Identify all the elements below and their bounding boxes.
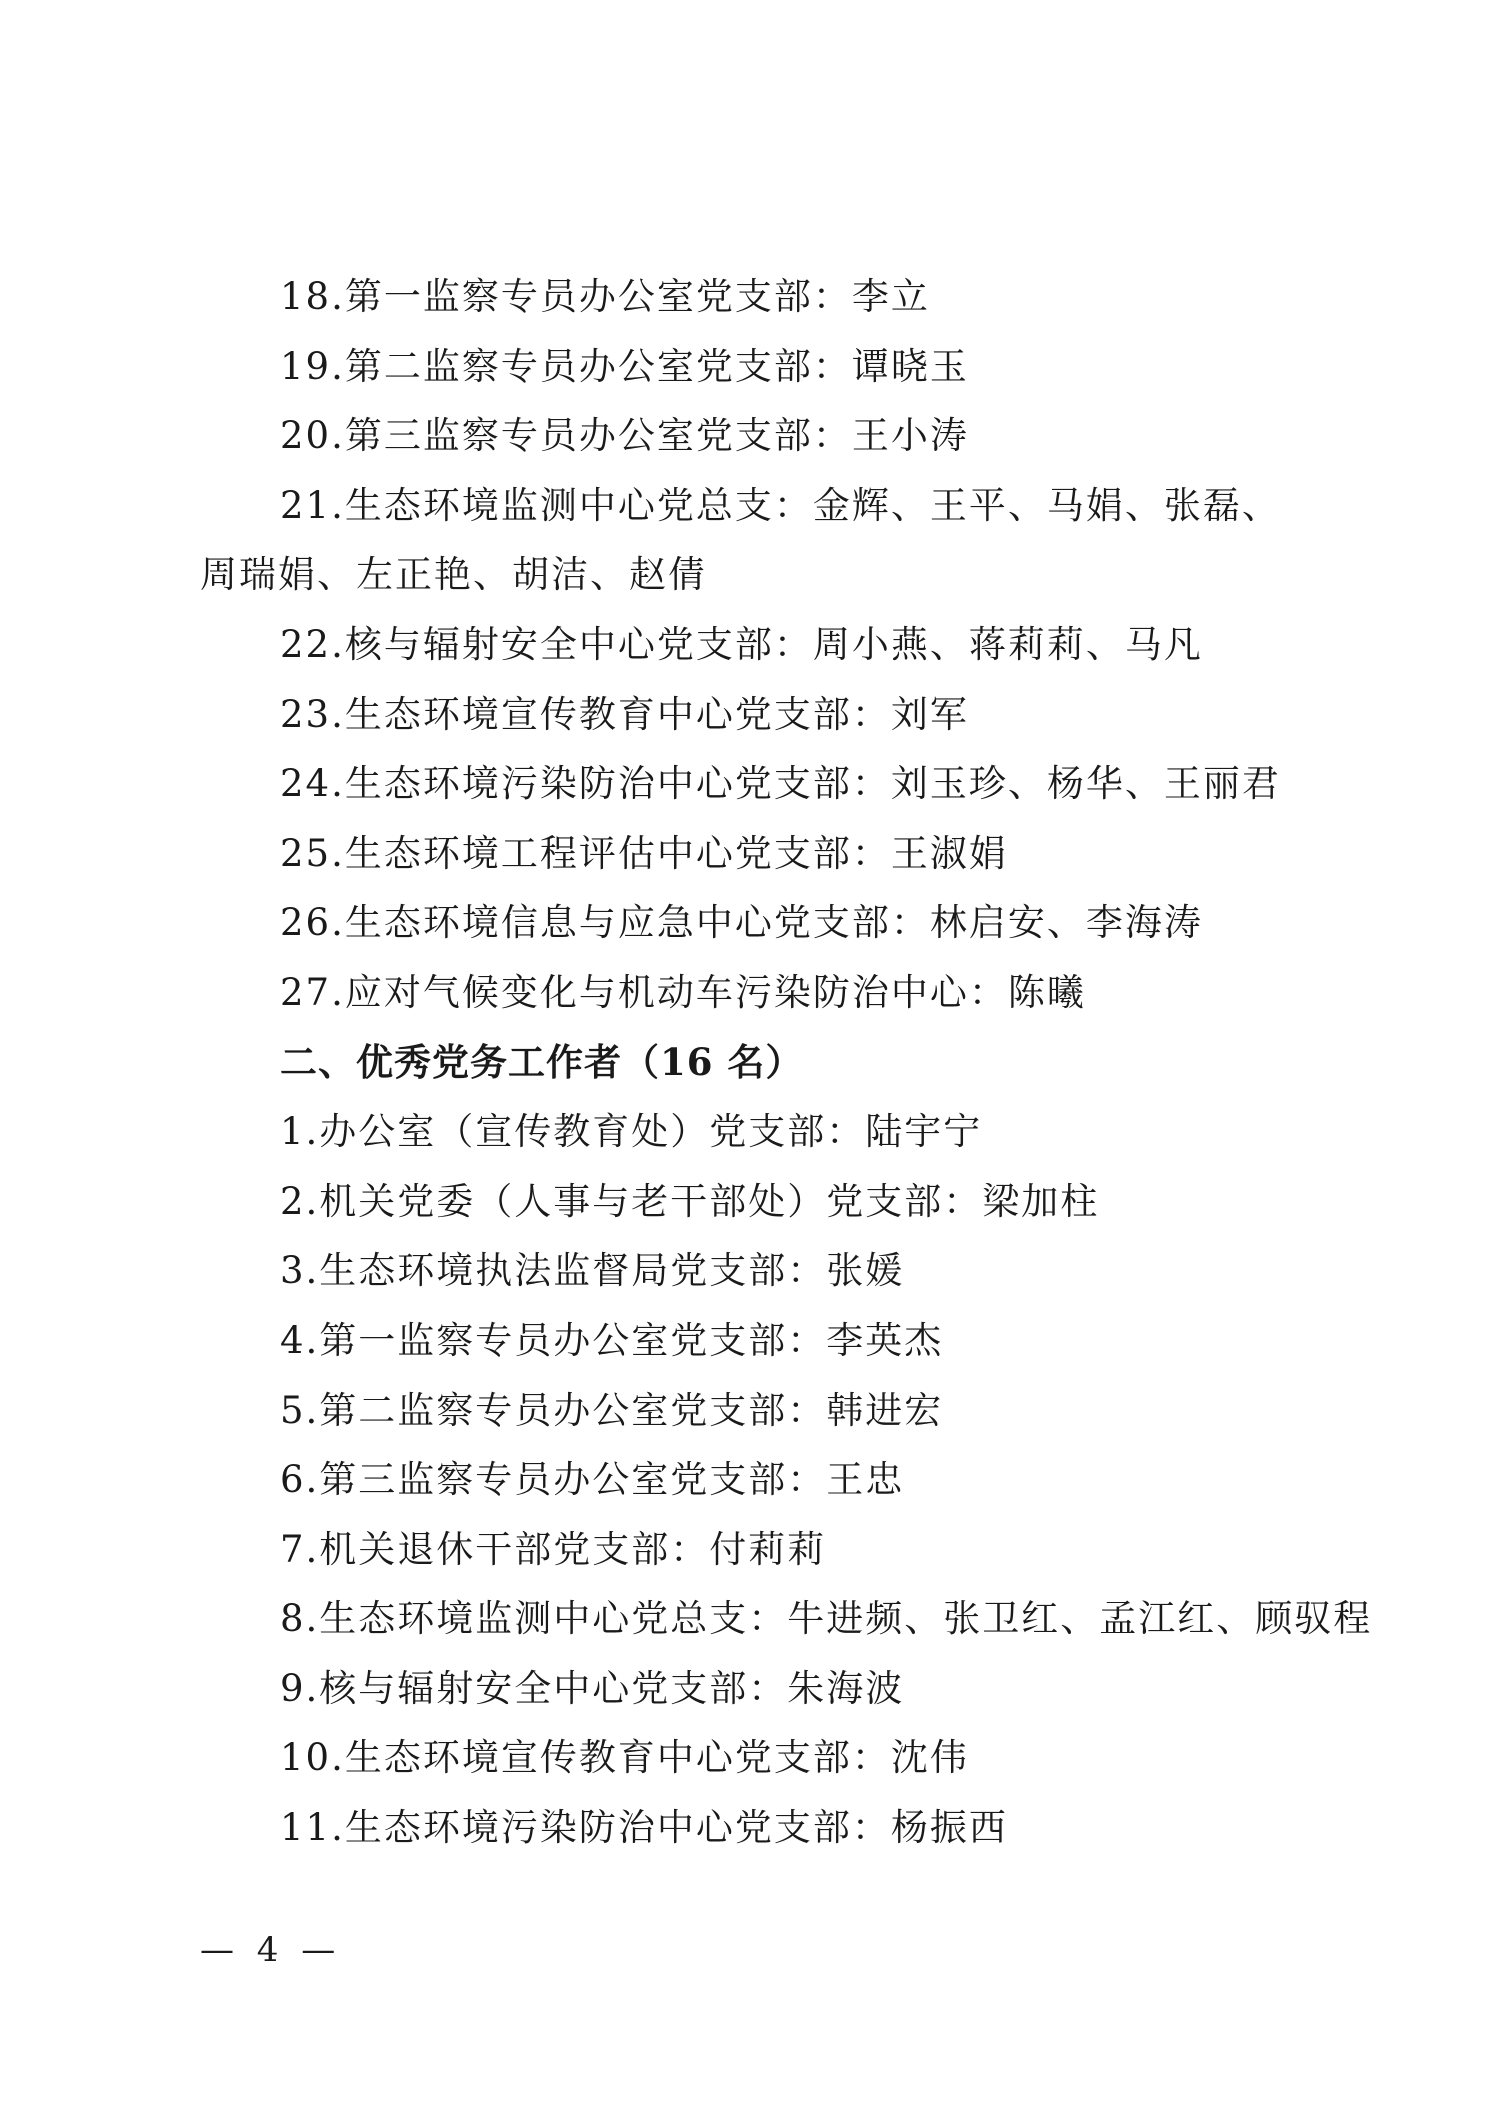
list-item: 18.第一监察专员办公室党支部：李立 [280, 275, 930, 318]
list-item: 4.第一监察专员办公室党支部：李英杰 [280, 1318, 944, 1362]
list-item: 8.生态环境监测中心党总支：牛进频、张卫红、孟江红、顾驭程 [280, 1597, 1373, 1641]
list-item: 20.第三监察专员办公室党支部：王小涛 [280, 414, 969, 458]
list-item: 21.生态环境监测中心党总支：金辉、王平、马娟、张磊、 [280, 483, 1281, 527]
list-item: 19.第二监察专员办公室党支部：谭晓玉 [280, 344, 969, 388]
list-item: 25.生态环境工程评估中心党支部：王淑娟 [280, 831, 1008, 875]
list-item: 3.生态环境执法监督局党支部：张媛 [280, 1249, 905, 1293]
list-item-continuation: 周瑞娟、左正艳、胡洁、赵倩 [200, 553, 707, 597]
list-item: 11.生态环境污染防治中心党支部：杨振西 [280, 1806, 1008, 1850]
list-item: 27.应对气候变化与机动车污染防治中心：陈曦 [280, 970, 1086, 1014]
section-heading: 二、优秀党务工作者（16 名） [280, 1039, 804, 1084]
list-item: 23.生态环境宣传教育中心党支部：刘军 [280, 692, 969, 736]
list-item: 24.生态环境污染防治中心党支部：刘玉珍、杨华、王丽君 [280, 762, 1281, 806]
document-body [200, 262, 1373, 1863]
list-item: 5.第二监察专员办公室党支部：韩进宏 [280, 1388, 944, 1432]
list-item: 22.核与辐射安全中心党支部：周小燕、蒋莉莉、马凡 [280, 622, 1203, 666]
list-item: 26.生态环境信息与应急中心党支部：林启安、李海涛 [280, 901, 1203, 945]
list-item: 1.办公室（宣传教育处）党支部：陆宇宁 [280, 1110, 983, 1154]
list-item: 6.第三监察专员办公室党支部：王忠 [280, 1458, 905, 1502]
list-item: 10.生态环境宣传教育中心党支部：沈伟 [280, 1736, 969, 1780]
list-item: 9.核与辐射安全中心党支部：朱海波 [280, 1666, 905, 1710]
list-item: 7.机关退休干部党支部：付莉莉 [280, 1527, 827, 1571]
page-number: — 4 — [200, 1930, 342, 1970]
list-item: 2.机关党委（人事与老干部处）党支部：梁加柱 [280, 1179, 1100, 1223]
